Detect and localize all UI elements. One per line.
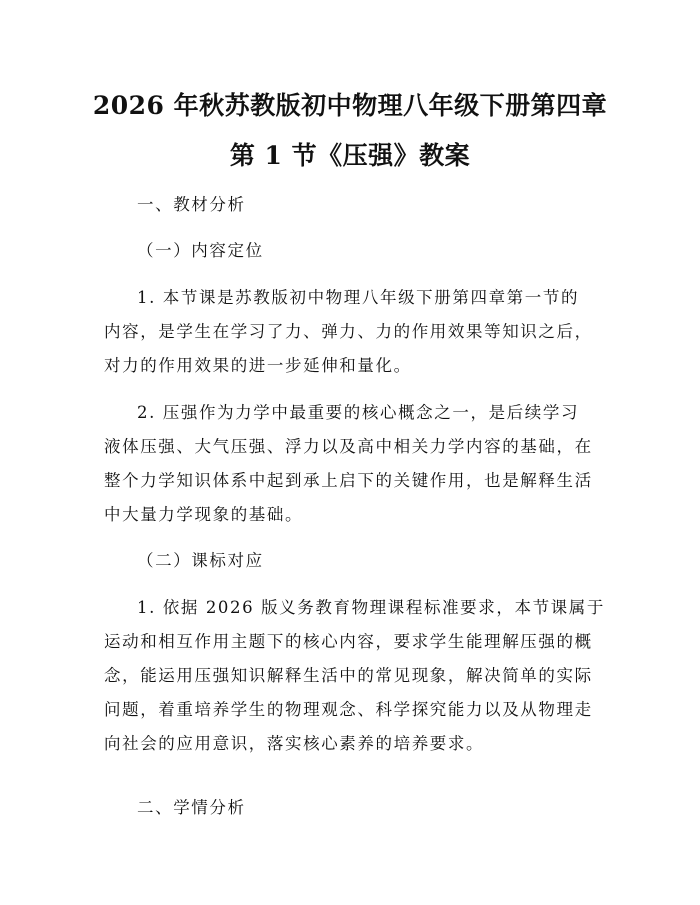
paragraph-1-line-3: 对力的作用效果的进一步延伸和量化。 (104, 356, 412, 375)
paragraph-2-line-2: 液体压强、大气压强、浮力以及高中相关力学内容的基础，在 (104, 437, 593, 456)
paragraph-1-line-1: 1. 本节课是苏教版初中物理八年级下册第四章第一节的 (137, 288, 580, 307)
section-heading-textbook-analysis: 一、教材分析 (137, 195, 246, 214)
paragraph-1-line-2: 内容，是学生在学习了力、弹力、力的作用效果等知识之后， (104, 322, 593, 341)
document-title-line-1: 2026 年秋苏教版初中物理八年级下册第四章 (92, 91, 608, 120)
document-title-line-2: 第 1 节《压强》教案 (229, 141, 471, 170)
subsection-heading-content-position: （一）内容定位 (137, 241, 264, 260)
subsection-heading-curriculum-standard: （二）课标对应 (137, 551, 264, 570)
paragraph-2-line-4: 中大量力学现象的基础。 (104, 505, 304, 524)
paragraph-3-line-2: 运动和相互作用主题下的核心内容，要求学生能理解压强的概 (104, 632, 593, 651)
paragraph-3-line-3: 念，能运用压强知识解释生活中的常见现象，解决简单的实际 (104, 666, 593, 685)
paragraph-2-line-3: 整个力学知识体系中起到承上启下的关键作用，也是解释生活 (104, 471, 593, 490)
paragraph-3-line-4: 问题，着重培养学生的物理观念、科学探究能力以及从物理走 (104, 700, 593, 719)
paragraph-3-line-1: 1. 依据 2026 版义务教育物理课程标准要求，本节课属于 (137, 598, 605, 617)
paragraph-3-line-5: 向社会的应用意识，落实核心素养的培养要求。 (104, 734, 485, 753)
paragraph-2-line-1: 2. 压强作为力学中最重要的核心概念之一，是后续学习 (137, 403, 580, 422)
section-heading-learner-analysis: 二、学情分析 (137, 798, 246, 817)
